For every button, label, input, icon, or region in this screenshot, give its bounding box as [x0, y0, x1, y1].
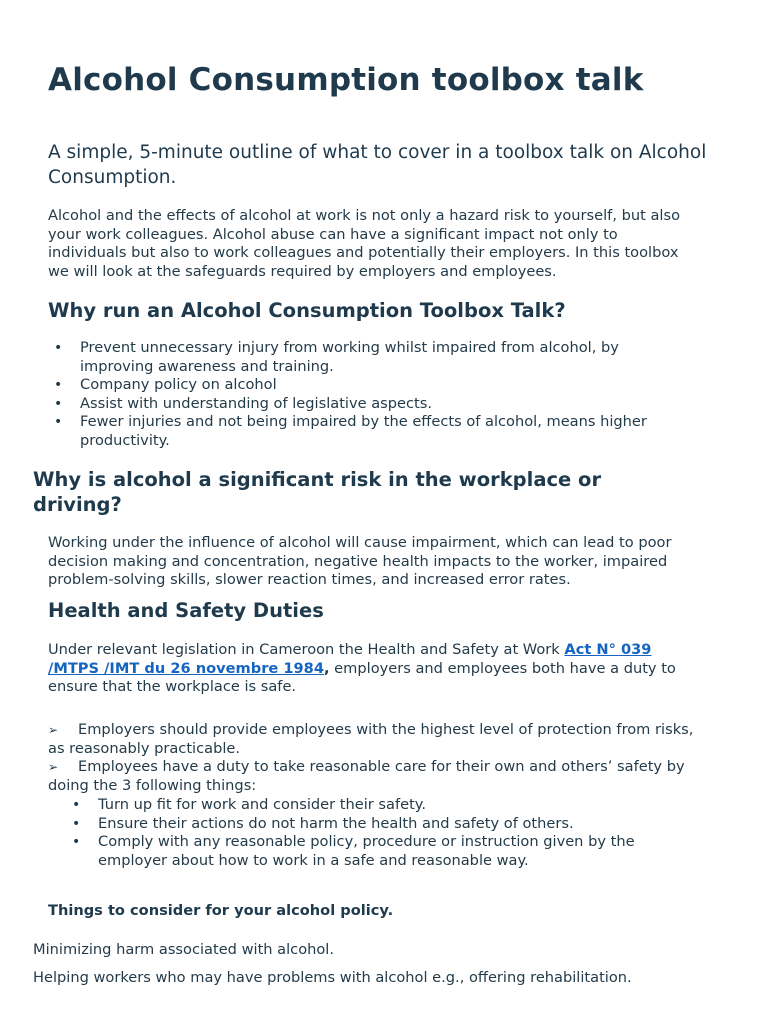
duties-paragraph — [48, 641, 698, 697]
duties-text-before: Under relevant legislation in Cameroon the Health and Safety at Work — [48, 641, 565, 658]
policy-line-2: Helping workers who may have problems with alcohol e.g., offering rehabilitation. — [33, 969, 632, 986]
arrowhead-icon: ➢ — [48, 760, 59, 774]
bullet-text: Company policy on alcohol — [80, 376, 277, 394]
why-risk-heading: Why is alcohol a significant risk in the workplace or driving? — [33, 468, 602, 516]
list-item — [66, 796, 686, 815]
list-item — [48, 339, 696, 376]
list-item — [66, 833, 686, 870]
bullet-text: Fewer injuries and not being impaired by the effects of alcohol, means higher productivity. — [80, 413, 647, 449]
duties-text-after: employers and employees both have a duty to ensure that the workplace is safe. — [48, 659, 676, 696]
arrow-item-employers — [48, 721, 698, 758]
bullet-text: Ensure their actions do not harm the health and safety of others. — [98, 814, 574, 832]
why-run-heading: Why run an Alcohol Consumption Toolbox Talk? — [48, 299, 566, 322]
arrow-item-text: Employers should provide employees with the highest level of protection from risks, as reasonably practicable. — [48, 721, 694, 757]
bullet-text: Assist with understanding of legislative aspects. — [80, 394, 433, 412]
employee-duties-list — [66, 796, 686, 870]
list-item — [48, 376, 696, 395]
duties-comma: , — [324, 659, 330, 677]
policy-heading: Things to consider for your alcohol policy. — [48, 902, 394, 919]
page-subtitle: A simple, 5-minute outline of what to cover in a toolbox talk on Alcohol Consumption. — [48, 142, 707, 188]
list-item — [48, 413, 696, 450]
bullet-text: Prevent unnecessary injury from working whilst impaired from alcohol, by improving awareness and training. — [80, 339, 619, 375]
legislation-link[interactable]: Act N° 039 /MTPS /IMT du 26 novembre 1984 — [48, 641, 652, 677]
intro-paragraph: Alcohol and the effects of alcohol at work is not only a hazard risk to yourself, but also your work colleagues. Alcohol abuse can have a significant impact not only to individuals but also to work colleagues and potentially their employers. In this toolbox we will look at the safeguards required by employers and employees. — [48, 207, 681, 280]
why-risk-paragraph: Working under the influence of alcohol will cause impairment, which can lead to poor decision making and concentration, negative health impacts to the worker, impaired problem-solving skills, slower reaction times, and increased error rates. — [48, 534, 672, 589]
arrowhead-icon: ➢ — [48, 723, 59, 737]
page-title: Alcohol Consumption toolbox talk — [48, 62, 644, 98]
arrow-item-employees — [48, 758, 698, 795]
list-item — [66, 815, 686, 834]
duties-heading: Health and Safety Duties — [48, 599, 324, 622]
bullet-text: Comply with any reasonable policy, procedure or instruction given by the employer about how to work in a safe and reasonable way. — [98, 833, 635, 869]
why-run-list — [48, 339, 696, 451]
policy-line-1: Minimizing harm associated with alcohol. — [33, 941, 335, 958]
list-item — [48, 395, 696, 414]
bullet-text: Turn up fit for work and consider their safety. — [98, 796, 427, 813]
arrow-item-text: Employees have a duty to take reasonable care for their own and others’ safety by doing the 3 following things: — [48, 758, 685, 794]
